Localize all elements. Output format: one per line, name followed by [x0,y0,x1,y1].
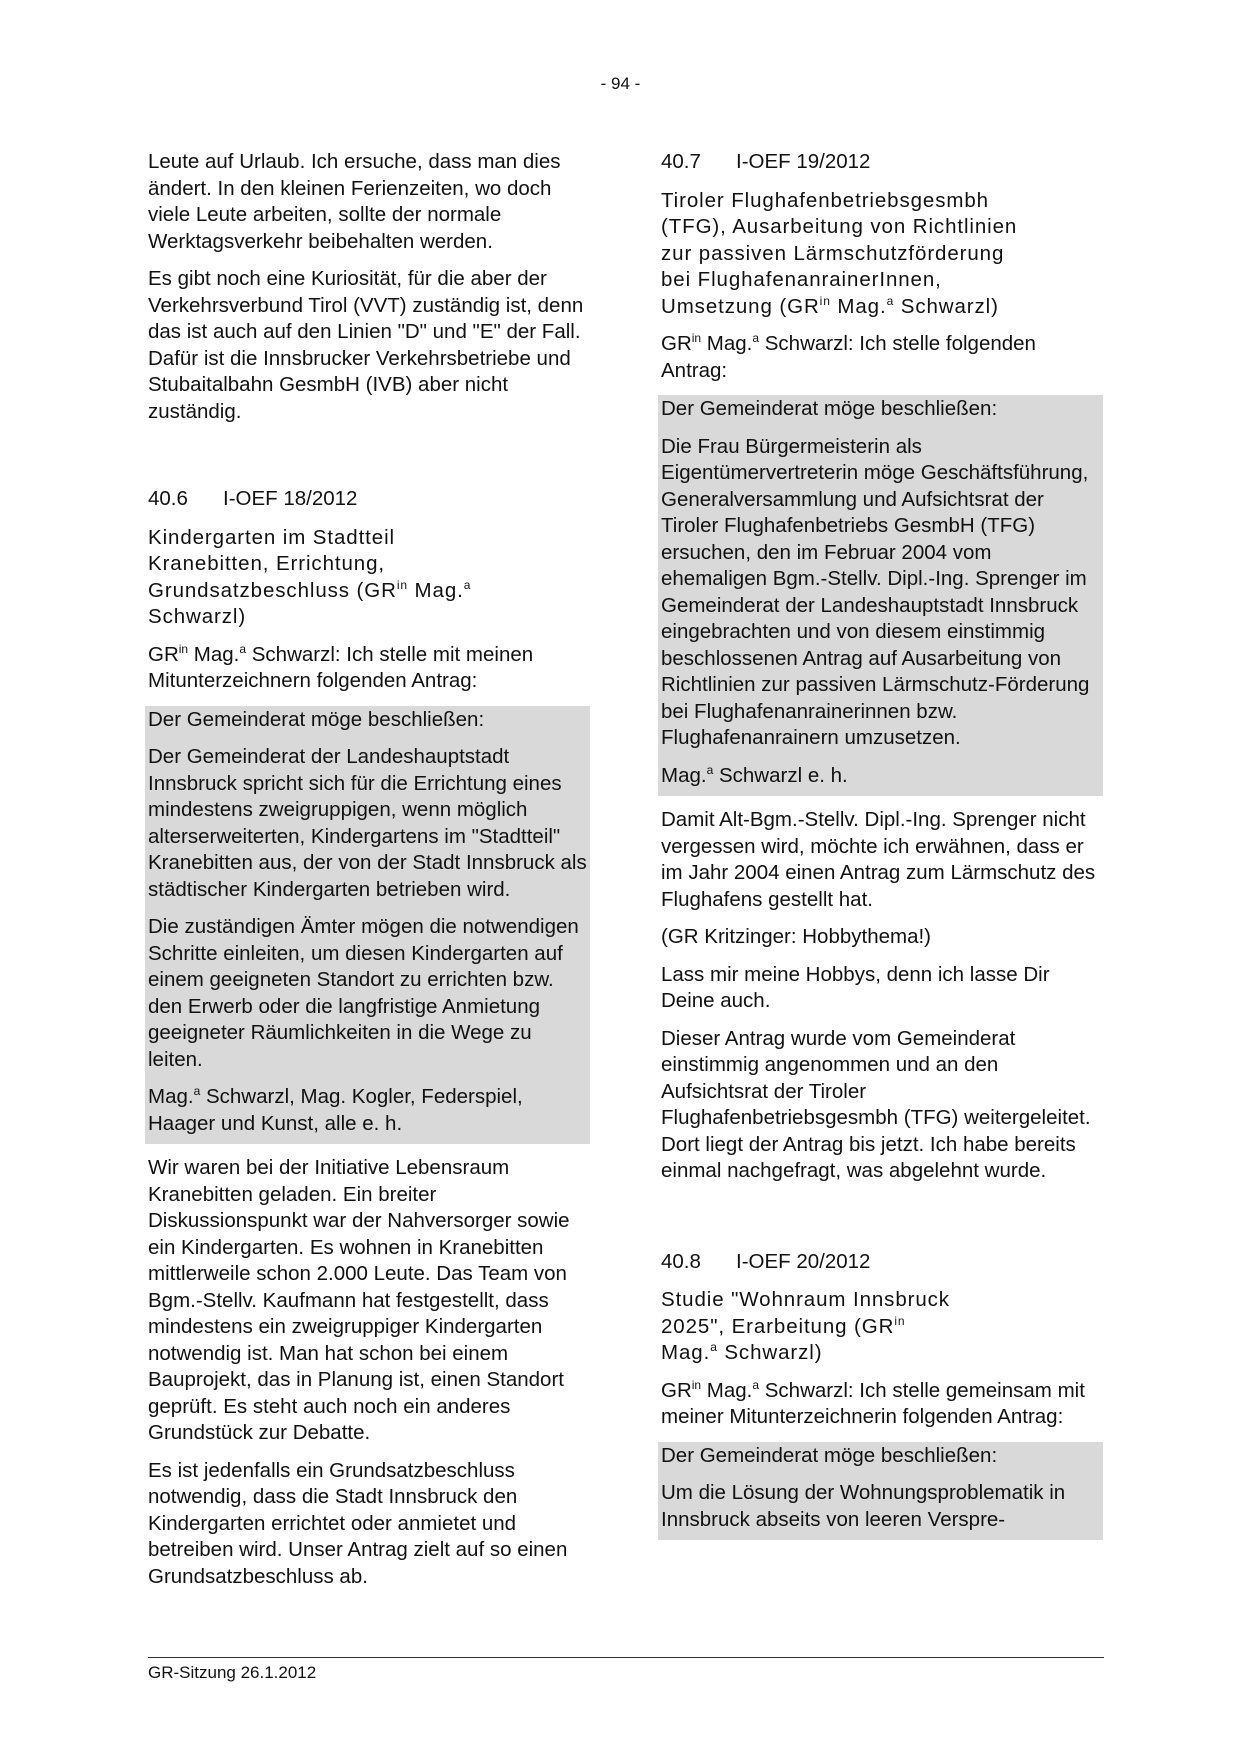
agenda-item-number: 40.8 [661,1249,701,1273]
motion-signatures: Mag.$^a$ Schwarzl, Mag. Kogler, Federspiel, Haager und Kunst, alle e. h. [148,1084,523,1135]
motion-box [658,395,1103,796]
agenda-item-code: I-OEF 19/2012 [736,150,871,173]
motion-box [658,1442,1103,1541]
agenda-item-subject: Tiroler Flughafenbetriebsgesmbh (TFG), Ausarbeitung von Richtlinien zur passiven Lärmschutzförderung bei FlughafenanrainerInnen, Umsetzung ($GR^{in}$ Mag.$^a$ Schwarzl) [661,188,1018,318]
motion-paragraph: Die Frau Bürgermeisterin als Eigentümervertreterin möge Geschäftsführung, Generalversammlung und Aufsichtsrat der Tiroler Flughafenbetriebs GesmbH (TFG) ersuchen, den im Februar 2004 vom ehemaligen Bgm.-Stellv. Dipl.-Ing. Sprenger im Gemeinderat der Landeshauptstadt Innsbruck eingebrachten und von diesem einstimmig beschlossenen Antrag auf Ausarbeitung von Richtlinien zur passiven Lärmschutz-Förderung bei Flughafenanrainerinnen bzw. Flughafenanrainern umzusetzen. [661,434,1090,749]
paragraph: Lass mir meine Hobbys, denn ich lasse Dir Deine auch. [661,962,1050,1012]
agenda-item-number: 40.6 [148,487,188,510]
motion-heading: Der Gemeinderat möge beschließen: [661,397,998,420]
motion-paragraph: Der Gemeinderat der Landeshauptstadt Innsbruck spricht sich für die Errichtung eines mindestens zweigruppigen, wenn möglich alterserweiterten, Kindergartens im "Stadtteil" Kranebitten aus, der von der Stadt Innsbruck als städtischer Kindergarten betrieben wird. [148,745,587,901]
agenda-item-heading [661,149,1101,176]
paragraph: Damit Alt-Bgm.-Stellv. Dipl.-Ing. Sprenger nicht vergessen wird, möchte ich erwähnen, dass er im Jahr 2004 einen Antrag zum Lärmschutz des Flughafens gestellt hat. [661,808,1096,911]
motion-paragraph: Die zuständigen Ämter mögen die notwendigen Schritte einleiten, um diesen Kindergarten auf einem geeigneten Standort zu errichten bzw. den Erwerb oder die langfristige Anmietung geeigneter Räumlichkeiten in die Wege zu leiten. [148,915,579,1071]
agenda-item-subject: Studie "Wohnraum Innsbruck 2025", Erarbeitung ($GR^{in}$ Mag.$^a$ Schwarzl) [661,1288,950,1364]
agenda-item-heading [661,1249,1101,1276]
paragraph: (GR Kritzinger: Hobbythema!) [661,925,932,948]
paragraph: Wir waren bei der Initiative Lebensraum Kranebitten geladen. Ein breiter Diskussionspunkt war der Nahversorger sowie ein Kindergarten. Es wohnen in Kranebitten mittlerweile schon 2.000 Leute. Das Team von Bgm.-Stellv. Kaufmann hat festgestellt, dass mindestens ein zweigruppiger Kindergarten notwendig ist. Man hat schon bei einem Bauprojekt, das in Planung ist, einen Standort geprüft. Es steht auch noch ein anderes Grundstück zur Debatte. [148,1156,570,1444]
speaker-paragraph: $GR^{in}$ Mag.$^a$ Schwarzl: Ich stelle mit meinen Mitunterzeichnern folgenden Antrag: [148,641,534,692]
motion-box [145,706,590,1145]
speaker-paragraph: $GR^{in}$ Mag.$^a$ Schwarzl: Ich stelle folgenden Antrag: [661,331,1036,382]
paragraph: Dieser Antrag wurde vom Gemeinderat einstimmig angenommen und an den Aufsichtsrat der Tiroler Flughafenbetriebsgesmbh (TFG) weitergeleitet. Dort liegt der Antrag bis jetzt. Ich habe bereits einmal nachgefragt, was abgelehnt wurde. [661,1026,1091,1182]
paragraph: Es gibt noch eine Kuriosität, für die aber der Verkehrsverbund Tirol (VVT) zuständig ist, denn das ist auch auf den Linien "D" und "E" der Fall. Dafür ist die Innsbrucker Verkehrsbetriebe und Stubaitalbahn GesmbH (IVB) aber nicht zuständig. [148,267,584,423]
agenda-item-code: I-OEF 18/2012 [223,487,358,510]
agenda-item-number: 40.7 [661,150,701,173]
motion-heading: Der Gemeinderat möge beschließen: [661,1443,998,1467]
right-column [661,149,1101,1540]
footer-text: GR-Sitzung 26.1.2012 [148,1663,317,1682]
page-number: - 94 - [600,74,641,93]
footer-divider [148,1657,1104,1658]
agenda-item-code: I-OEF 20/2012 [736,1249,871,1273]
left-column [148,149,588,1601]
motion-heading: Der Gemeinderat möge beschließen: [148,707,485,731]
speaker-paragraph: $GR^{in}$ Mag.$^a$ Schwarzl: Ich stelle gemeinsam mit meiner Mitunterzeichnerin folgenden Antrag: [661,1377,1085,1428]
motion-signatures: Mag.$^a$ Schwarzl e. h. [661,762,848,787]
agenda-item-subject: Kindergarten im Stadtteil Kranebitten, Errichtung, Grundsatzbeschluss ($GR^{in}$ Mag.$^a$ Schwarzl) [148,525,472,628]
paragraph: Leute auf Urlaub. Ich ersuche, dass man dies ändert. In den kleinen Ferienzeiten, wo doch viele Leute arbeiten, sollte der normale Werktagsverkehr beibehalten werden. [148,150,561,253]
agenda-item-heading [148,486,588,513]
motion-paragraph: Um die Lösung der Wohnungsproblematik in Innsbruck abseits von leeren Verspre- [661,1481,1066,1531]
paragraph: Es ist jedenfalls ein Grundsatzbeschluss notwendig, dass die Stadt Innsbruck den Kindergarten errichtet oder anmietet und betreiben wird. Unser Antrag zielt auf so einen Grundsatzbeschluss ab. [148,1458,568,1588]
